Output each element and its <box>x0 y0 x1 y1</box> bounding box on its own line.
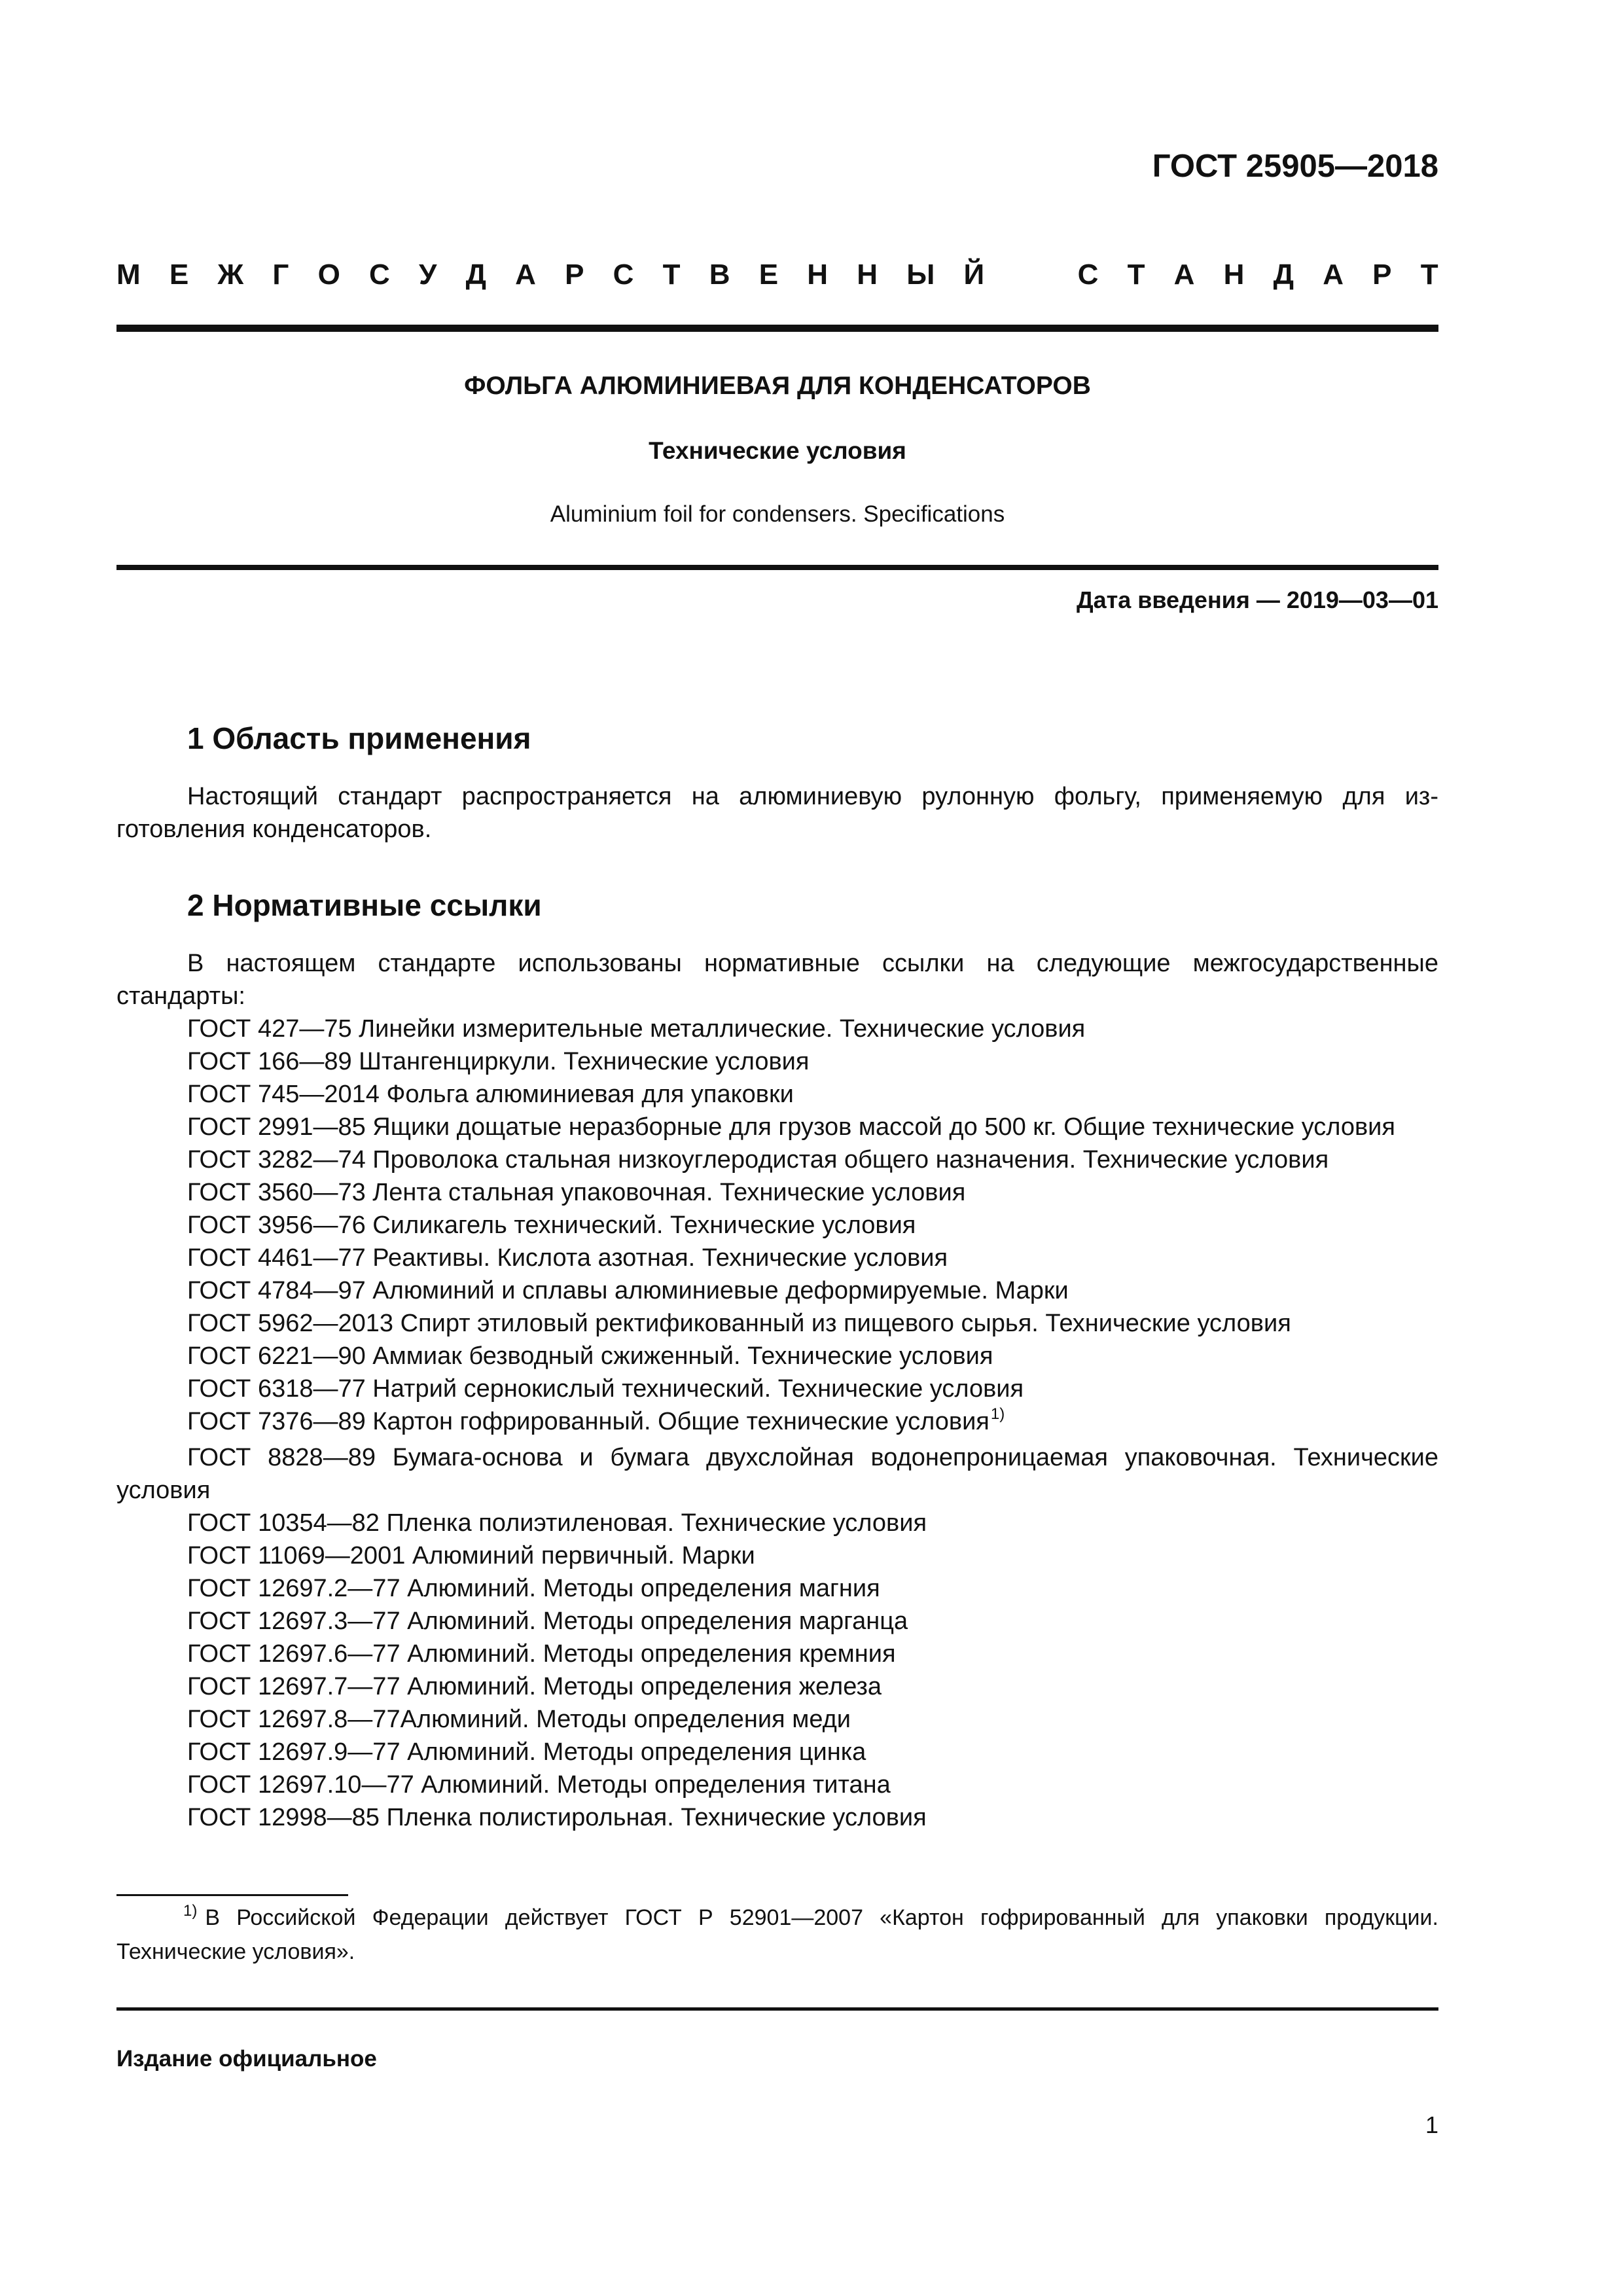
reference-item <box>116 1372 1438 1405</box>
banner-letter: Н <box>807 259 829 291</box>
reference-text: ГОСТ 3282—74 Проволока стальная низкоуглеродистая общего назначения. Технические условия <box>187 1146 1329 1174</box>
banner-letter: Ы <box>906 259 935 291</box>
document-title: ФОЛЬГА АЛЮМИНИЕВАЯ ДЛЯ КОНДЕНСАТОРОВ <box>464 372 1091 400</box>
banner-letter: А <box>515 259 536 291</box>
page-number: 1 <box>1425 2111 1438 2138</box>
footnote-separator <box>116 1894 348 1896</box>
reference-text: ГОСТ 3560—73 Лента стальная упаковочная. Технические условия <box>187 1179 966 1206</box>
reference-item <box>116 1045 1438 1078</box>
banner-letter: Е <box>758 259 779 291</box>
reference-item <box>116 1111 1438 1143</box>
reference-text: ГОСТ 166—89 Штангенциркули. Технические условия <box>187 1048 810 1075</box>
reference-text: ГОСТ 12697.9—77 Алюминий. Методы определения цинка <box>187 1738 866 1766</box>
reference-item <box>116 1801 1438 1834</box>
reference-text: ГОСТ 3956—76 Силикагель технический. Технические условия <box>187 1211 916 1239</box>
references-intro: В настоящем стандарте использованы нормативные ссылки на следующие межгосударственные стандарты: <box>116 950 1438 1010</box>
footnote <box>116 1902 1438 1967</box>
reference-text: ГОСТ 12697.8—77Алюминий. Методы определения меди <box>187 1706 851 1733</box>
banner-letter: М <box>116 259 141 291</box>
banner-letter: В <box>709 259 730 291</box>
banner-letter: Ж <box>217 259 244 291</box>
standard-number: ГОСТ 25905—2018 <box>1152 149 1438 184</box>
banner-letter: Н <box>857 259 878 291</box>
banner-letter: Н <box>1223 259 1245 291</box>
reference-text: ГОСТ 6318—77 Натрий сернокислый технический. Технические условия <box>187 1375 1024 1403</box>
banner-word-gap <box>1013 257 1048 293</box>
reference-text: ГОСТ 11069—2001 Алюминий первичный. Марки <box>187 1542 755 1570</box>
reference-item <box>116 1307 1438 1340</box>
banner-letter: Е <box>169 259 189 291</box>
reference-item <box>116 1242 1438 1274</box>
english-title: Aluminium foil for condensers. Specifications <box>550 501 1005 527</box>
footnote-text: В Российской Федерации действует ГОСТ Р 52901—2007 «Картон гофрированный для упаковки продукции. Технические условия». <box>116 1905 1438 1964</box>
footer-rule <box>116 2007 1438 2011</box>
official-edition-label: Издание официальное <box>116 2046 377 2072</box>
banner-letter: Д <box>465 259 486 291</box>
footnote-marker: 1) <box>990 1405 1005 1423</box>
banner-letter: Р <box>565 259 584 291</box>
reference-item <box>116 1340 1438 1372</box>
banner-letter: Й <box>963 259 985 291</box>
document-subtitle: Технические условия <box>649 437 906 464</box>
section-heading-scope: 1 Область применения <box>187 721 531 755</box>
reference-item <box>116 1670 1438 1703</box>
reference-text: ГОСТ 6221—90 Аммиак безводный сжиженный. Технические условия <box>187 1342 993 1370</box>
banner-letter: Т <box>662 259 681 291</box>
reference-item <box>116 1768 1438 1801</box>
reference-text: ГОСТ 12697.10—77 Алюминий. Методы определения титана <box>187 1771 891 1799</box>
banner-letter: С <box>1077 259 1099 291</box>
reference-text: ГОСТ 4784—97 Алюминий и сплавы алюминиевые деформируемые. Марки <box>187 1277 1069 1304</box>
reference-item <box>116 1176 1438 1209</box>
interstate-standard-banner <box>116 257 1438 293</box>
banner-letter: А <box>1173 259 1195 291</box>
scope-paragraph: Настоящий стандарт распространяется на алюминиевую рулонную фольгу, применяемую для изготовления конденсаторов. <box>116 783 1438 843</box>
banner-letter: А <box>1323 259 1344 291</box>
banner-letter: С <box>613 259 634 291</box>
reference-item <box>116 1703 1438 1736</box>
reference-item <box>116 1274 1438 1307</box>
reference-list <box>116 1013 1438 1834</box>
reference-item <box>116 1078 1438 1111</box>
reference-text: ГОСТ 745—2014 Фольга алюминиевая для упаковки <box>187 1081 794 1108</box>
title-rule <box>116 565 1438 570</box>
reference-item <box>116 1209 1438 1242</box>
reference-text: ГОСТ 12697.6—77 Алюминий. Методы определения кремния <box>187 1640 896 1668</box>
reference-item <box>116 1539 1438 1572</box>
reference-text: ГОСТ 12998—85 Пленка полистирольная. Технические условия <box>187 1804 927 1831</box>
reference-text: ГОСТ 5962—2013 Спирт этиловый ректификованный из пищевого сырья. Технические условия <box>187 1310 1291 1337</box>
section-heading-references: 2 Нормативные ссылки <box>187 888 542 922</box>
reference-item <box>116 1441 1438 1507</box>
reference-item <box>116 1572 1438 1605</box>
banner-letter: О <box>317 259 340 291</box>
reference-text: ГОСТ 427—75 Линейки измерительные металлические. Технические условия <box>187 1015 1086 1043</box>
reference-text: ГОСТ 8828—89 Бумага-основа и бумага двухслойная водонепроницаемая упаковочная. Технические условия <box>116 1444 1438 1504</box>
banner-letter: У <box>418 259 437 291</box>
reference-item <box>116 1143 1438 1176</box>
reference-text: ГОСТ 12697.2—77 Алюминий. Методы определения магния <box>187 1575 880 1602</box>
reference-item <box>116 1605 1438 1638</box>
reference-text: ГОСТ 4461—77 Реактивы. Кислота азотная. Технические условия <box>187 1244 948 1272</box>
reference-text: ГОСТ 12697.3—77 Алюминий. Методы определения марганца <box>187 1607 908 1635</box>
reference-text: ГОСТ 10354—82 Пленка полиэтиленовая. Технические условия <box>187 1509 927 1537</box>
reference-item <box>116 1638 1438 1670</box>
reference-text: ГОСТ 7376—89 Картон гофрированный. Общие технические условия <box>187 1408 990 1435</box>
banner-letter: Д <box>1273 259 1294 291</box>
header-rule <box>116 325 1438 332</box>
reference-item <box>116 1507 1438 1539</box>
reference-item <box>116 1405 1438 1441</box>
banner-letter: Р <box>1372 259 1392 291</box>
banner-letter: Т <box>1127 259 1145 291</box>
banner-letter: Г <box>272 259 289 291</box>
footnote-mark: 1) <box>183 1902 198 1920</box>
introduction-date: Дата введения — 2019—03—01 <box>1076 586 1438 613</box>
banner-letter: Т <box>1420 259 1438 291</box>
banner-letter: С <box>369 259 390 291</box>
reference-text: ГОСТ 2991—85 Ящики дощатые неразборные для грузов массой до 500 кг. Общие технические условия <box>187 1113 1395 1141</box>
reference-item <box>116 1736 1438 1768</box>
reference-text: ГОСТ 12697.7—77 Алюминий. Методы определения железа <box>187 1673 882 1700</box>
reference-item <box>116 1013 1438 1045</box>
